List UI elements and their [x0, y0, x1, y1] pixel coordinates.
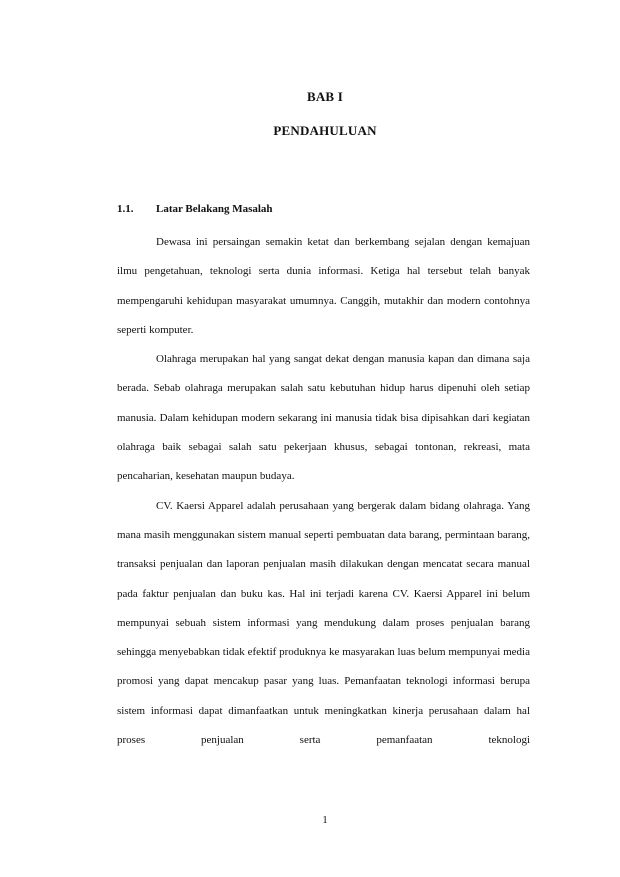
section-title: Latar Belakang Masalah [156, 203, 273, 215]
body-text [117, 228, 530, 755]
page-number: 1 [322, 814, 328, 826]
paragraph: Dewasa ini persaingan semakin ketat dan berkembang sejalan dengan kemajuan ilmu pengetahuan, teknologi serta dunia informasi. Ketiga hal tersebut telah banyak mempengaruhi kehidupan masyarakat umumnya. Canggih, mutakhir dan modern contohnya seperti komputer. [117, 236, 530, 336]
section-heading [117, 203, 273, 215]
chapter-title: PENDAHULUAN [273, 123, 377, 138]
paragraph: CV. Kaersi Apparel adalah perusahaan yang bergerak dalam bidang olahraga. Yang mana masih menggunakan sistem manual seperti pembuatan data barang, permintaan barang, transaksi penjualan dan laporan penjualan masih dilakukan dengan mencatat secara manual pada faktur penjualan dan buku kas. Hal ini terjadi karena CV. Kaersi Apparel ini belum mempunyai sebuah sistem informasi yang mendukung dalam proses penjualan barang sehingga menyebabkan tidak efektif produknya ke masyarakan luas belum mempunyai media promosi yang dapat mencakup pasar yang luas. Pemanfaatan teknologi informasi berupa sistem informasi dapat dimanfaatkan untuk meningkatkan kinerja perusahaan dalam hal proses penjualan serta pemanfaatan teknologi [117, 499, 530, 747]
section-number: 1.1. [117, 203, 134, 215]
chapter-label: BAB I [306, 89, 344, 104]
paragraph: Olahraga merupakan hal yang sangat dekat dengan manusia kapan dan dimana saja berada. Sebab olahraga merupakan salah satu kebutuhan hidup harus dipenuhi oleh setiap manusia. Dalam kehidupan modern sekarang ini manusia tidak bisa dipisahkan dari kegiatan olahraga baik sebagai salah satu pekerjaan khusus, sebagai tontonan, rekreasi, mata pencaharian, kesehatan maupun budaya. [117, 353, 530, 483]
